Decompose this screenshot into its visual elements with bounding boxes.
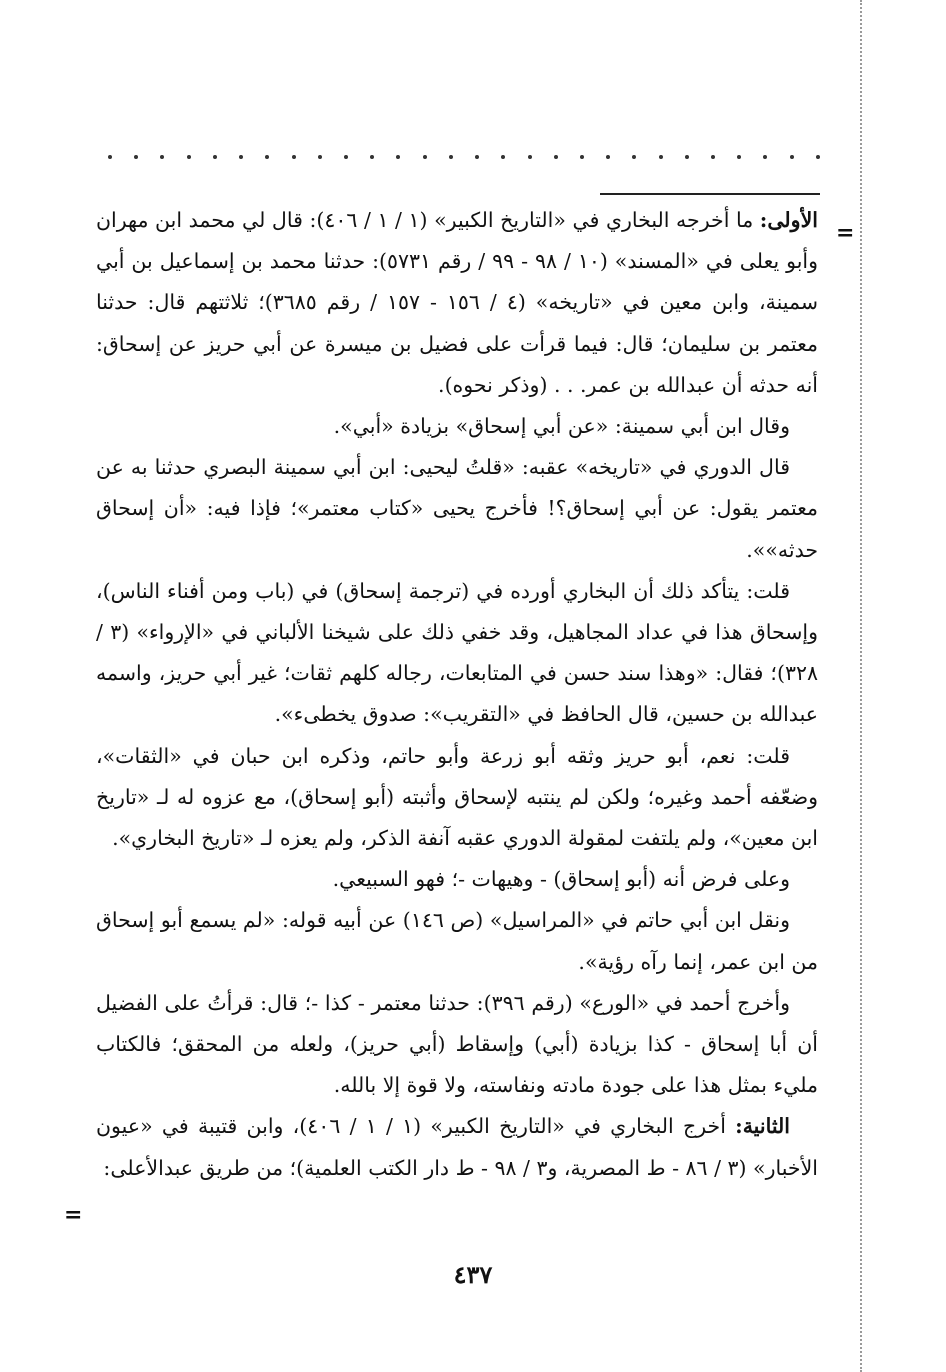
divider-dot [501, 155, 505, 159]
footnote-separator [600, 193, 820, 195]
divider-dot [659, 155, 663, 159]
divider-dot [318, 155, 322, 159]
divider-dot [187, 155, 191, 159]
divider-dot [685, 155, 689, 159]
divider-dot [265, 155, 269, 159]
footnote-paragraph [96, 900, 818, 982]
footnotes-body [96, 200, 818, 1189]
divider-dot [423, 155, 427, 159]
paragraph-lead: الثانية: [735, 1114, 790, 1139]
paragraph-text: قلت: نعم، أبو حريز وثقه أبو زرعة وأبو حاتم، وذكره ابن حبان في «الثقات»، وضعّفه أحمد وغيره؛ ولكن لم ينتبه لإسحاق وأثبته (أبو إسحاق)، مع عزوه له لـ «تاريخ ابن معين»، ولم يلتفت لمقولة الدوري عقبه آنفة الذكر، ولم يعزه لـ «تاريخ البخاري». [96, 743, 818, 851]
divider-dot [816, 155, 820, 159]
dotted-divider [108, 150, 820, 164]
paragraph-text: وقال ابن أبي سمينة: «عن أبي إسحاق» بزيادة «أبي». [333, 414, 790, 439]
footnote-paragraph [96, 571, 818, 736]
footnote-paragraph [96, 406, 818, 447]
paragraph-text: قلت: يتأكد ذلك أن البخاري أورده في (ترجمة إسحاق) في (باب ومن أفناء الناس)، وإسحاق هذا في عداد المجاهيل، وقد خفي ذلك على شيخنا الألباني في «الإرواء» (٣ / ٣٢٨)؛ فقال: «وهذا سند حسن في المتابعات، رجاله كلهم ثقات؛ غير أبي حريز، واسمه عبدالله بن حسين، قال الحافظ في «التقريب»: صدوق يخطىء». [96, 578, 818, 727]
footnote-paragraph [96, 983, 818, 1107]
footnote-paragraph [96, 859, 818, 900]
divider-dot [239, 155, 243, 159]
divider-dot [711, 155, 715, 159]
paragraph-text: قال الدوري في «تاريخه» عقبه: «قلتُ ليحيى: ابن أبي سمينة البصري حدثنا به عن معتمر يقول: عن أبي إسحاق؟! فأخرج يحيى «كتاب معتمر»؛ فإذا فيه: «أن إسحاق حدثه»». [96, 455, 818, 562]
page-number: ٤٣٧ [453, 1260, 493, 1289]
divider-dot [528, 155, 532, 159]
divider-dot [763, 155, 767, 159]
divider-dot [790, 155, 794, 159]
paragraph-lead: الأولى: [759, 208, 818, 232]
footnote-paragraph [96, 1106, 818, 1188]
divider-dot [580, 155, 584, 159]
paragraph-text: أخرج البخاري في «التاريخ الكبير» (١ / ١ / ٤٠٦)، وابن قتيبة في «عيون الأخبار» (٣ / ٨٦ - ط المصرية، و٣ / ٩٨ - ط دار الكتب العلمية)؛ من طريق عبدالأعلى: [96, 1114, 818, 1180]
divider-dot [344, 155, 348, 159]
divider-dot [213, 155, 217, 159]
divider-dot [449, 155, 453, 159]
paragraph-text: ونقل ابن أبي حاتم في «المراسيل» (ص ١٤٦) عن أبيه قوله: «لم يسمع أبو إسحاق من ابن عمر، إنما رآه رؤية». [96, 908, 818, 974]
footnote-paragraph [96, 200, 818, 406]
divider-dot [396, 155, 400, 159]
footnote-paragraph [96, 736, 818, 860]
divider-dot [134, 155, 138, 159]
divider-dot [632, 155, 636, 159]
divider-dot [606, 155, 610, 159]
continuation-mark-top: = [836, 220, 855, 246]
footnote-paragraph [96, 447, 818, 571]
page-edge-line [860, 0, 862, 1372]
divider-dot [108, 155, 112, 159]
divider-dot [370, 155, 374, 159]
divider-dot [554, 155, 558, 159]
divider-dot [292, 155, 296, 159]
continuation-mark-bottom: = [64, 1202, 83, 1228]
paragraph-text: ما أخرجه البخاري في «التاريخ الكبير» (١ / ١ / ٤٠٦): قال لي محمد ابن مهران وأبو يعلى في «المسند» (١٠ / ٩٨ - ٩٩ / رقم ٥٧٣١): حدثنا محمد بن إسماعيل بن أبي سمينة، وابن معين في «تاريخه» (٤ / ١٥٦ - ١٥٧ / رقم ٣٦٨٥)؛ ثلاثتهم قال: حدثنا معتمر بن سليمان؛ قال: فيما قرأت على فضيل بن ميسرة عن أبي حريز عن إسحاق: أنه حدثه أن عبدالله بن عمر. . . (وذكر نحوه). [96, 208, 818, 397]
divider-dot [737, 155, 741, 159]
paragraph-text: وأخرج أحمد في «الورع» (رقم ٣٩٦): حدثنا معتمر - كذا -؛ قال: قرأتُ على الفضيل أن أبا إسحاق - كذا بزيادة (أبي) وإسقاط (أبي حريز)، ولعله من المحقق؛ فالكتاب مليء بمثل هذا على جودة مادته ونفاسته، ولا قوة إلا بالله. [96, 990, 818, 1098]
divider-dot [475, 155, 479, 159]
divider-dot [160, 155, 164, 159]
paragraph-text: وعلى فرض أنه (أبو إسحاق) - وهيهات -؛ فهو السبيعي. [332, 867, 790, 892]
